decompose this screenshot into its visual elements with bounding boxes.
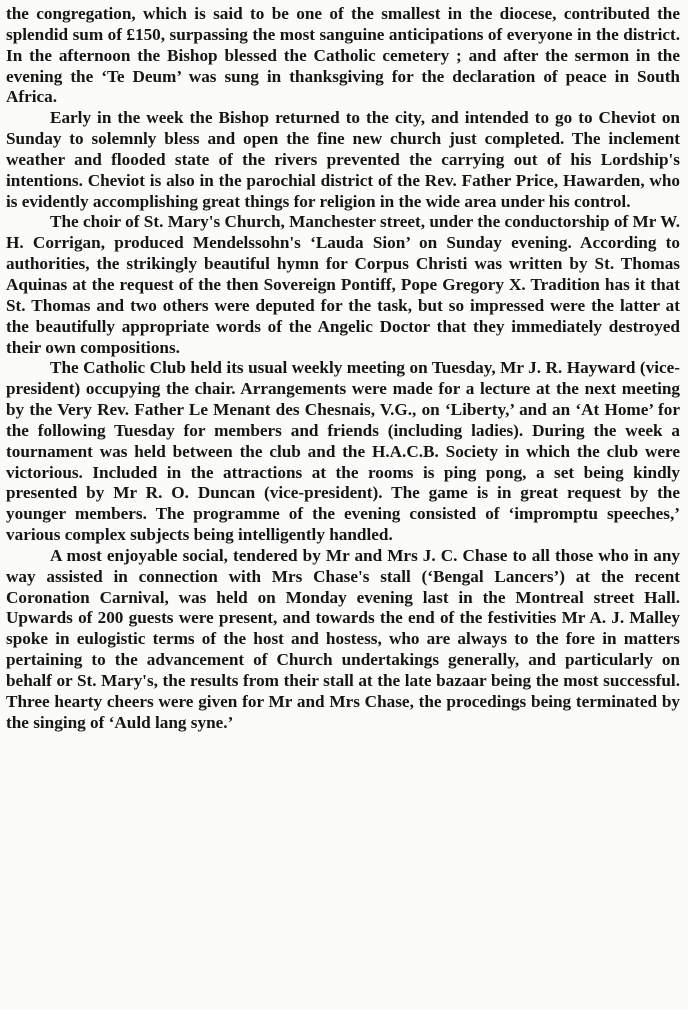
article-paragraph-continuation: the congregation, which is said to be one of the smallest in the diocese, contributed the splendid sum of £150, surpassing the most sanguine anticipations of everyone in the district. In the afternoon the Bishop blessed the Catholic cemetery ; and after the sermon in the evening the ‘Te Deum’ was sung in thanksgiving for the declaration of peace in South Africa. <box>6 4 680 107</box>
article-paragraph-choir-lauda-sion: The choir of St. Mary's Church, Manchester street, under the conductorship of Mr W. H. Corrigan, produced Mendelssohn's ‘Lauda Sion’ on Sunday evening. According to authorities, the strikingly beautiful hymn for Corpus Christi was written by St. Thomas Aquinas at the request of the then Sovereign Pontiff, Pope Gregory X. Tradition has it that St. Thomas and two others were deputed for the task, but so impressed were the latter at the beautifully appropriate words of the Angelic Doctor that they immediately destroyed their own compositions. <box>6 212 680 357</box>
article-paragraph-social-evening: A most enjoyable social, tendered by Mr and Mrs J. C. Chase to all those who in any way assisted in connection with Mrs Chase's stall (‘Bengal Lancers’) at the recent Coronation Carnival, was held on Monday evening last in the Montreal street Hall. Upwards of 200 guests were present, and towards the end of the festivities Mr A. J. Malley spoke in eulogistic terms of the host and hostess, who are always to the fore in matters pertaining to the advancement of Church undertakings generally, and particularly on behalf or St. Mary's, the results from their stall at the late bazaar being the most successful. Three hearty cheers were given for Mr and Mrs Chase, the procedings being terminated by the singing of ‘Auld lang syne.’ <box>6 545 680 732</box>
article-paragraph-catholic-club: The Catholic Club held its usual weekly meeting on Tuesday, Mr J. R. Hayward (vice-president) occupying the chair. Arrangements were made for a lecture at the next meeting by the Very Rev. Father Le Menant des Chesnais, V.G., on ‘Liberty,’ and an ‘At Home’ for the following Tuesday for members and friends (including ladies). During the week a tournament was held between the club and the H.A.C.B. Society in which the club were victorious. Included in the attractions at the rooms is ping pong, a set being kindly presented by Mr R. O. Duncan (vice-president). The game is in great request by the younger members. The programme of the evening consisted of ‘impromptu speeches,’ various complex subjects being intelligently handled. <box>6 358 680 545</box>
article-paragraph-bishop-cheviot: Early in the week the Bishop returned to the city, and intended to go to Cheviot on Sunday to solemnly bless and open the fine new church just completed. The inclement weather and flooded state of the rivers prevented the carrying out of his Lordship's intentions. Cheviot is also in the parochial district of the Rev. Father Price, Hawarden, who is evidently accomplishing great things for religion in the wide area under his control. <box>6 108 680 211</box>
